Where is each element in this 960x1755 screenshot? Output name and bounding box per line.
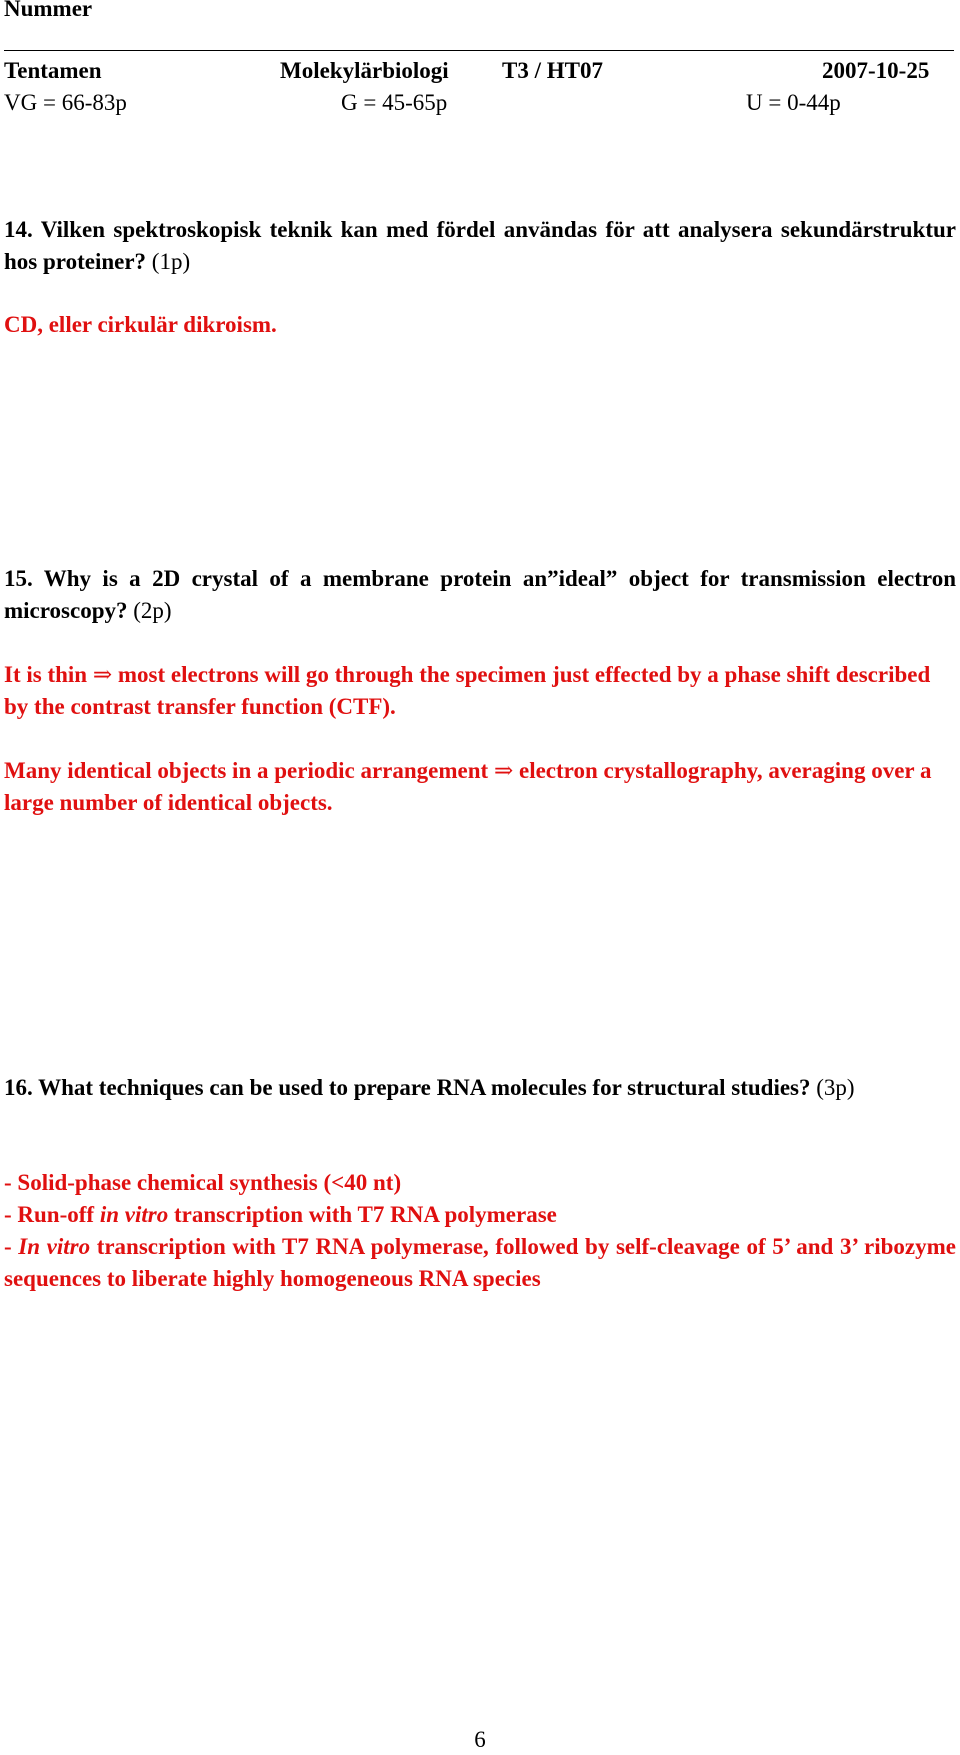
question-15-text: 15. Why is a 2D crystal of a membrane protein an”ideal” object for transmission electron microscopy? [4,566,956,623]
page-number: 6 [474,1727,486,1752]
answer-16-l2-a: - Run-off [4,1202,95,1227]
grade-u: U = 0-44p [746,90,841,115]
grade-limits-row [4,90,954,120]
answer-15-p2-b: electron crystallography, averaging over a large number of identical objects. [4,758,932,815]
question-14 [4,214,956,278]
implies-arrow-icon: ⇒ [92,662,113,687]
exam-header-row [4,58,954,88]
answer-15-p2-a: Many identical objects in a periodic arrangement [4,758,489,783]
question-15 [4,563,956,627]
answer-14-text: CD, eller cirkulär dikroism. [4,312,277,337]
question-14-points: (1p) [151,249,191,274]
question-16-text: 16. What techniques can be used to prepare RNA molecules for structural studies? [4,1075,811,1100]
answer-14 [4,309,956,341]
answer-15-paragraph-2 [4,755,956,819]
answer-16-l3-b: transcription with T7 RNA polymerase, followed by self-cleavage of 5’ and 3’ ribozyme sequences to liberate highly homogeneous RNA species [4,1234,956,1291]
answer-16-l2-italic: in vitro [99,1202,169,1227]
implies-arrow-icon: ⇒ [493,758,514,783]
answer-16-l2-b: transcription with T7 RNA polymerase [173,1202,557,1227]
question-14-text: 14. Vilken spektroskopisk teknik kan med fördel användas för att analysera sekundärstruktur hos proteiner? [4,217,956,274]
question-16-points: (3p) [816,1075,855,1100]
answer-16-line-3 [4,1231,956,1295]
answer-16-line-2 [4,1199,956,1231]
exam-date: 2007-10-25 [822,58,930,83]
answer-15-p1-a: It is thin [4,662,88,687]
question-16 [4,1072,956,1104]
answer-16-line-1: - Solid-phase chemical synthesis (<40 nt) [4,1170,402,1195]
answer-15-p1-b: most electrons will go through the specimen just effected by a phase shift described by the contrast transfer function (CTF). [4,662,931,719]
tentamen-label: Tentamen [4,58,102,83]
course-name: Molekylärbiologi [280,58,449,83]
grade-vg: VG = 66-83p [4,90,127,115]
answer-16 [4,1167,956,1295]
answer-15-paragraph-1 [4,659,956,723]
answer-15 [4,659,956,819]
answer-16-l3-a: - [4,1234,12,1259]
grade-g: G = 45-65p [341,90,448,115]
answer-16-l3-italic: In vitro [18,1234,91,1259]
nummer-label: Nummer [4,0,93,21]
question-15-points: (2p) [133,598,172,623]
exam-page [4,0,956,1755]
header-rule [4,50,954,51]
term-label: T3 / HT07 [502,58,603,83]
